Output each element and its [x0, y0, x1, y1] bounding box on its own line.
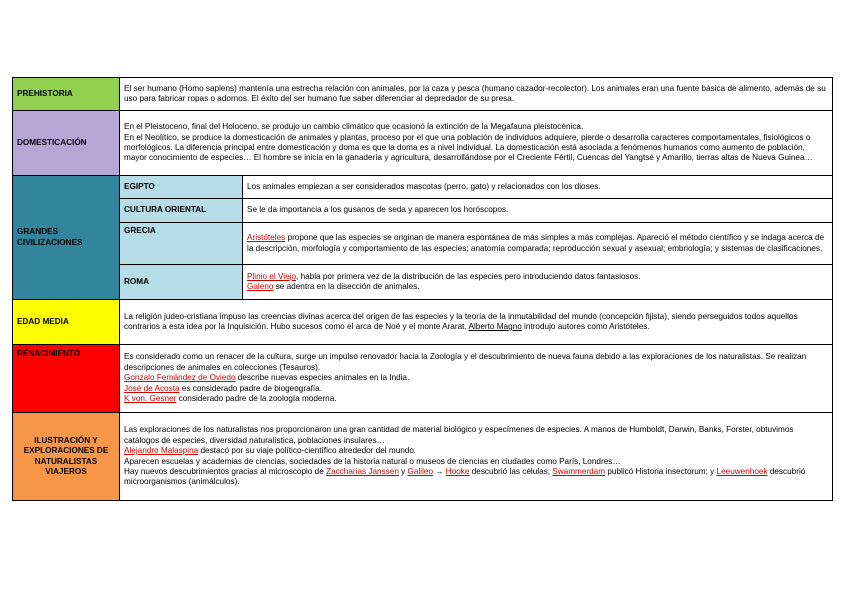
row-roma: [13, 265, 833, 300]
roma-text-2: se adentra en la disección de animales.: [273, 282, 420, 291]
link-alberto-magno[interactable]: Alberto Magno: [468, 322, 522, 331]
roma-text-1: , habla por primera vez de la distribución de las especies pero introduciendo datos fantasiosos.: [296, 271, 641, 281]
text-renacimiento: [120, 345, 833, 413]
row-egipto: [13, 176, 833, 199]
link-galeno[interactable]: Galeno: [247, 282, 274, 291]
text-edad-media: [120, 300, 833, 345]
link-hooke[interactable]: Hooke: [445, 466, 470, 476]
label-ilustracion: ILUSTRACIÓN Y EXPLORACIONES DE NATURALISTAS VIAJEROS: [13, 413, 120, 501]
row-domesticacion: [13, 111, 833, 176]
row-grecia: [13, 223, 833, 265]
domesticacion-line-1: En el Pleistoceno, final del Holoceno, se produjo un cambio climático que ocasionó la extinción de la Megafauna pleistocénica.: [124, 122, 584, 132]
row-edad-media: [13, 300, 833, 345]
label-domesticacion: DOMESTICACIÓN: [13, 111, 120, 176]
text-ilustracion: [120, 413, 833, 501]
renacimiento-line-oviedo: [124, 373, 828, 383]
ilustracion-text: Las exploraciones de los naturalistas nos proporcionaron una gran cantidad de material biológico y especímenes de especies. A manos de Humboldt, Darwin, Banks, Forster, obtuvimos catálogos de especies, diversidad naturalística, poblaciones insulares…: [124, 425, 794, 445]
roma-line-2: [247, 282, 828, 292]
text-prehistoria: El ser humano (Homo sapiens) mantenía una estrecha relación con animales, por la caza y pesca (humano cazador-recolector). Los animales eran una fuente básica de alimento, además de su uso para fabricar ropas o adornos. El éxito del ser humano fue saber diferenciar al depredador de su presa.: [120, 78, 833, 111]
renacimiento-line-gesner: [124, 394, 828, 404]
renacimiento-text-3: considerado padre de la zoología moderna.: [176, 394, 337, 404]
edad-media-text: La religión judeo-cristiana impuso las creencias divinas acerca del origen de las especies y la teoría de la inmutabilidad del mundo (concepción fijista), siendo perseguidos todos aquellos contrarios a esta idea por la Inquisición. Hubo sucesos como el arca de Noé y el monte Ararat.: [124, 311, 798, 331]
domesticacion-line-2: En el Neolítico, se produce la domesticación de animales y plantas, proceso por el que una población de individuos adquiere, pierde o desarrolla caracteres comportamentales, fisiológicos o morfológicos. La diferencia principal entre domesticación y doma es que la doma es a nivel individual. La domesticación está asociada a fenómenos humanos como aumento de población, mayor conocimiento de especies… El hombre se inicia en la ganadería y agricultura, desarrollándose por el Creciente Fértil, Cuencas del Yangtsé y Amarillo, tierras altas de Nueva Guinea…: [124, 132, 813, 163]
history-table-container: [12, 77, 832, 501]
label-renacimiento: RENACIMIENTO: [13, 345, 120, 413]
text-grecia: [243, 223, 833, 265]
ilustracion-text-1: destacó por su viaje político-científico alrededor del mundo.: [198, 446, 417, 456]
row-prehistoria: [13, 78, 833, 111]
link-swammerdam[interactable]: Swammerdam: [552, 466, 606, 476]
label-cultura-oriental: CULTURA ORIENTAL: [120, 199, 243, 223]
label-grandes-civilizaciones: GRANDES CIVILIZACIONES: [13, 176, 120, 300]
link-plinio[interactable]: Plinio el Viejo: [247, 271, 297, 281]
row-ilustracion: [13, 413, 833, 501]
ilustracion-line-malaspina: [124, 446, 828, 456]
row-cultura-oriental: [13, 199, 833, 223]
label-grecia: GRECIA: [120, 223, 243, 265]
link-malaspina[interactable]: Alejandro Malaspina: [124, 446, 199, 456]
zoology-history-table: [12, 77, 833, 501]
link-acosta[interactable]: José de Acosta: [124, 383, 180, 393]
roma-line-1: [247, 272, 828, 282]
row-renacimiento: [13, 345, 833, 413]
label-prehistoria: PREHISTORIA: [13, 78, 120, 111]
ilustracion-line-microscopio: [124, 467, 828, 488]
ilustracion-conj: y: [398, 466, 408, 476]
link-galileo[interactable]: Galileo: [407, 466, 434, 476]
link-leeuwenhoek[interactable]: Leeuwenhoek: [716, 466, 768, 476]
ilustracion-text-5: publicó Historia insectorum; y: [605, 466, 717, 476]
renacimiento-text: Es considerado como un renacer de la cultura, surge un impulso renovador hacia la Zoología y el descubrimiento de nueva fauna debido a las exploraciones de los naturalistas. Se realizan descripciones de animales en colecciones (Tesauros).: [124, 352, 807, 372]
renacimiento-text-1: describe nuevas especies animales en la India.: [235, 373, 410, 383]
link-janssen[interactable]: Zaccharias Janssen: [326, 466, 399, 476]
text-cultura-oriental: Se le da importancia a los gusanos de seda y aparecen los horóscopos.: [243, 199, 833, 223]
link-aristoteles[interactable]: Aristóteles: [247, 233, 286, 243]
ilustracion-text-4: descubrió las células;: [469, 466, 553, 476]
ilustracion-text-3: Hay nuevos descubrimientos gracias al microscopio de: [124, 466, 327, 476]
ilustracion-text-6: descubrió microorganismos (animálculos).: [124, 466, 806, 487]
grecia-description: propone que las especies se originan de manera espontánea de más simples a más complejas. Apareció el método científico y se indaga acerca de la descripción, morfología y comportamiento de las especies; anatomía comparada; reproducción sexual y asexual; embriología; y sistemas de clasificaciones.: [247, 233, 825, 253]
link-gesner[interactable]: K von. Gesner: [124, 394, 177, 404]
renacimiento-text-2: es considerado padre de biogeografía.: [179, 383, 323, 393]
label-roma: ROMA: [120, 265, 243, 300]
edad-media-text-2: introdujo autores como Aristóteles.: [521, 322, 650, 331]
link-oviedo[interactable]: Gonzalo Fernández de Oviedo: [124, 373, 236, 383]
arrow-icon: →: [433, 466, 446, 476]
renacimiento-line-acosta: [124, 384, 828, 394]
label-egipto: EGIPTO: [120, 176, 243, 199]
text-egipto: Los animales empiezan a ser considerados mascotas (perro, gato) y relacionados con los dioses.: [243, 176, 833, 199]
ilustracion-text-2: Aparecen escuelas y academias de ciencias, sociedades de la historia natural o museos de ciencias en ciudades como París, Londres…: [124, 456, 621, 466]
text-roma: [243, 265, 833, 300]
label-edad-media: EDAD MEDIA: [13, 300, 120, 345]
text-domesticacion: [120, 111, 833, 176]
